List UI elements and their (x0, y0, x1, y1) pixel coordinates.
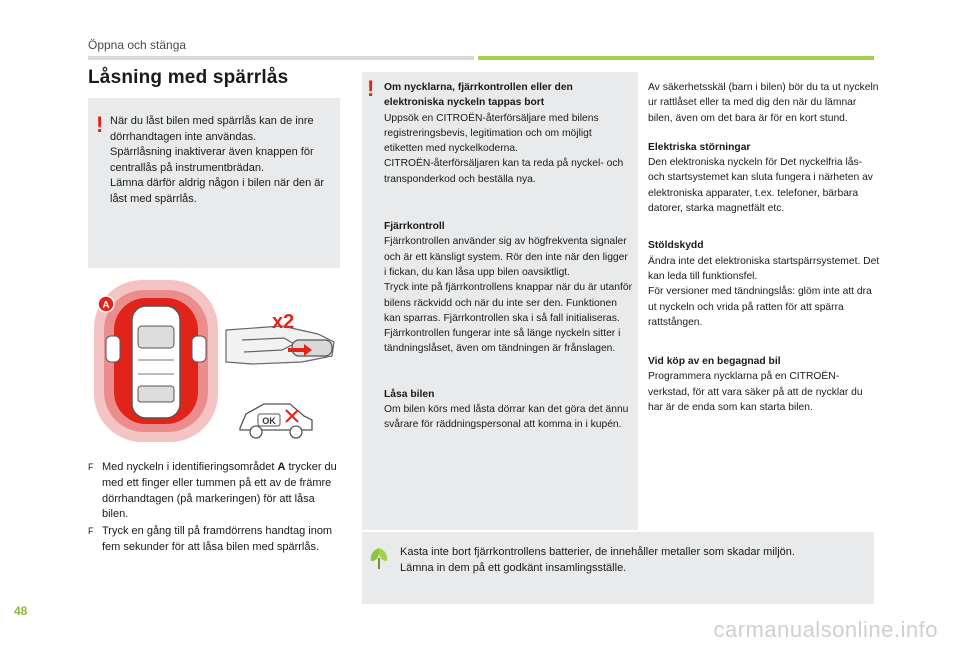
hand-press-illustration (222, 304, 342, 380)
lock-car-section (384, 387, 632, 433)
used-car-title: Vid köp av en begagnad bil (648, 356, 781, 368)
step-2 (88, 524, 338, 556)
used-car-block (648, 354, 880, 415)
watermark-text: carmanualsonline.info (713, 617, 938, 642)
warning-icon: ! (96, 112, 104, 137)
step-1-zone: A (277, 461, 286, 473)
remote-section (384, 219, 632, 357)
bullet-icon: F (88, 462, 94, 472)
warning-text: När du låst bilen med spärrlås kan de inre dörrhandtagen inte användas. Spärrlåsning inaktiverar även knappen för centrallås på instrumentbrädan. Lämna därför aldrig någon i bilen när den är låst med spärrlås. (110, 115, 325, 205)
remote-text: Fjärrkontrollen använder sig av högfrekventa signaler och är ett känsligt system. Rör den inte när den ligger i fickan, du kan låsa upp bilen oavsiktligt. Tryck inte på fjärrkontrollens knappar när du är utanför bilens räckvidd och när du inte ser den. Funktionen kan sparras. Fjärrkontrollen ska i så fall initialiseras. Fjärrkontrollen fungerar inte så länge nyckeln sitter i tändningslåset, även om tändningen är frånslagen. (384, 236, 633, 355)
car-zone-illustration (92, 278, 220, 444)
safety-block (648, 80, 880, 126)
interference-title: Elektriska störningar (648, 141, 751, 153)
warning-panel (88, 98, 340, 268)
lost-key-title: Om nycklarna, fjärrkontrollen eller den elektroniska nyckeln tappas bort (384, 82, 573, 109)
step-1 (88, 460, 338, 523)
header-rule-grey (88, 56, 474, 60)
theft-text: Ändra inte det elektroniska startspärrsystemet. Det kan leda till funktionsfel. För versioner med tändningslås: glöm inte att dra ut nyckeln och vrida på ratten för att spärra rattstången. (648, 255, 880, 328)
right-column (648, 80, 880, 429)
header-rule-green (478, 56, 874, 60)
warning-icon: ! (367, 76, 375, 101)
info-panel (362, 72, 638, 530)
interference-text: Den elektroniska nyckeln för Det nyckelfria lås- och startsystemet kan sluta fungera i närheten av elektroniska apparater, t.ex. telefoner, bärbara datorer, starka magnetfält etc. (648, 157, 873, 215)
lock-car-title: Låsa bilen (384, 388, 435, 400)
section-header: Öppna och stänga (88, 38, 187, 52)
theft-title: Stöldskydd (648, 240, 704, 252)
step-2-text: Tryck en gång till på framdörrens handtag inom fem sekunder för att låsa bilen med spärrlås. (102, 525, 333, 553)
eco-leaf-icon (368, 546, 390, 570)
press-count-label: x2 (272, 311, 295, 333)
used-car-text: Programmera nycklarna på en CITROËN-verkstad, för att vara säker på att de nycklar du har är de enda som kan starta bilen. (648, 371, 863, 414)
lock-car-text: Om bilen körs med låsta dörrar kan det göra det ännu svårare för räddningspersonal att komma in i kupén. (384, 404, 629, 431)
lost-key-section (384, 80, 632, 187)
page-title: Låsning med spärrlås (88, 67, 289, 88)
theft-block (648, 238, 880, 330)
step-1-text-end: trycker du med ett finger eller tummen på ett av de främre dörrhandtagen (på markeringen) för att låsa bilen. (102, 461, 337, 521)
info-panel-content (384, 80, 632, 433)
remote-title: Fjärrkontroll (384, 221, 445, 233)
car-side-ok-illustration (236, 392, 316, 444)
safety-text: Av säkerhetsskäl (barn i bilen) bör du ta ut nyckeln ur rattlåset eller ta med dig den när du lämnar bilen, även om det bara är för en kort stund. (648, 82, 879, 124)
bullet-icon: F (88, 526, 94, 537)
step-1-text: Med nyckeln i identifieringsområdet (102, 461, 278, 473)
page-number: 48 (14, 604, 28, 618)
interference-block (648, 140, 880, 216)
ok-label: OK (262, 416, 276, 426)
eco-note-text: Kasta inte bort fjärrkontrollens batterier, de innehåller metaller som skadar miljön. Lämna in dem på ett godkänt insamlingsställe. (400, 546, 795, 574)
lock-steps (88, 460, 338, 557)
eco-note-panel (362, 532, 874, 604)
zone-label: A (102, 300, 110, 311)
lost-key-text: Uppsök en CITROËN-återförsäljare med bilens registreringsbevis, legitimation och om möjligt etiketten med nyckelkoderna. CITROËN-återförsäljaren kan ta reda på nyckel- och transponderkod och beställa nya. (384, 112, 624, 185)
